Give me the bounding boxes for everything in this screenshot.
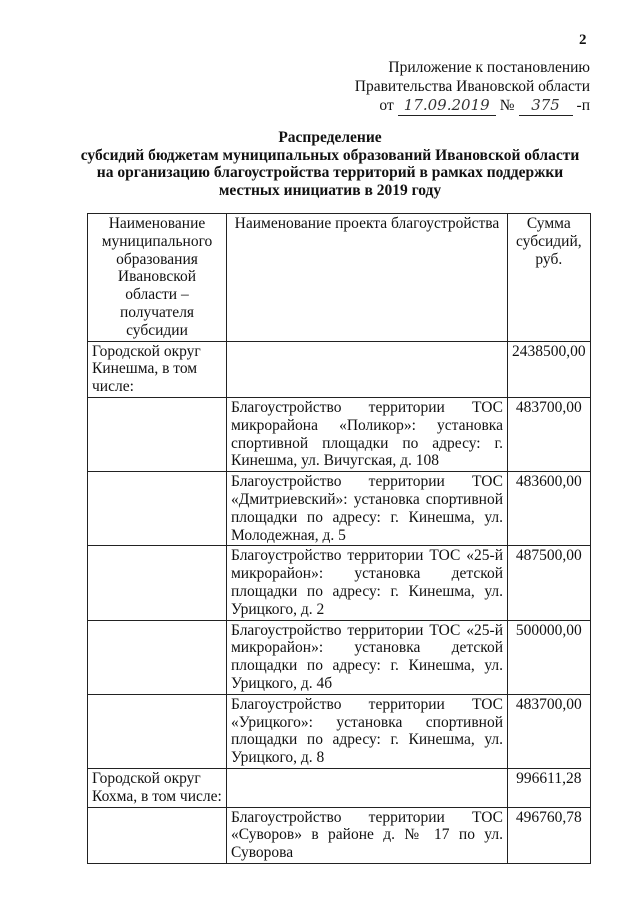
table-row — [88, 694, 591, 768]
cell-project: Благоустройство территории ТОС «25-й микрорайон»: установка детской площадки по адресу: г. Кинешма, ул. Урицкого, д. 2 — [227, 546, 508, 620]
appendix-date-line — [290, 96, 590, 116]
header-project: Наименование проекта благоустройства — [227, 214, 508, 342]
number-label: № — [499, 97, 515, 114]
cell-project: Благоустройство территории ТОС «25-й микрорайон»: установка детской площадки по адресу: г. Кинешма, ул. Урицкого, д. 4б — [227, 620, 508, 694]
table-row — [88, 397, 591, 471]
table-row — [88, 472, 591, 546]
header-municipality: Наименование муниципального образования Ивановской области – получателя субсидии — [88, 214, 227, 342]
cell-amount: 487500,00 — [508, 546, 591, 620]
number-suffix: -п — [576, 97, 590, 114]
date-prefix: от — [379, 97, 394, 114]
cell-municipality — [88, 397, 227, 471]
table-row — [88, 341, 591, 397]
cell-municipality — [88, 620, 227, 694]
cell-municipality — [88, 694, 227, 768]
cell-amount: 483700,00 — [508, 694, 591, 768]
cell-project — [227, 768, 508, 807]
title-line-2: субсидий бюджетам муниципальных образований Ивановской области — [80, 146, 580, 164]
cell-amount: 496760,78 — [508, 807, 591, 863]
cell-project — [227, 341, 508, 397]
cell-amount: 483700,00 — [508, 397, 591, 471]
handwritten-date: 17.09.2019 — [398, 96, 496, 116]
cell-project: Благоустройство территории ТОС «Дмитриевский»: установка спортивной площадки по адресу: г. Кинешма, ул. Молодежная, д. 5 — [227, 472, 508, 546]
title-line-1: Распределение — [278, 129, 382, 146]
table-row — [88, 768, 591, 807]
appendix-line-2: Правительства Ивановской области — [354, 78, 590, 95]
table-row — [88, 807, 591, 863]
table-header-row — [88, 214, 591, 342]
title-line-4: местных инициатив в 2019 году — [218, 181, 442, 199]
cell-project: Благоустройство территории ТОС микрорайона «Поликор»: установка спортивной площадки по адресу: г. Кинешма, ул. Вичугская, д. 108 — [227, 397, 508, 471]
header-amount: Сумма субсидий, руб. — [508, 214, 591, 342]
document-title — [80, 129, 580, 199]
subsidy-table — [87, 213, 591, 864]
cell-municipality: Городской округ Кохма, в том числе: — [88, 768, 227, 807]
cell-project: Благоустройство территории ТОС «Суворов» в районе д. № 17 по ул. Суворова — [227, 807, 508, 863]
cell-project: Благоустройство территории ТОС «Урицкого»: установка спортивной площадки по адресу: г. Кинешма, ул. Урицкого, д. 8 — [227, 694, 508, 768]
cell-municipality — [88, 807, 227, 863]
cell-municipality: Городской округ Кинешма, в том числе: — [88, 341, 227, 397]
cell-amount: 2438500,00 — [508, 341, 591, 397]
cell-amount: 500000,00 — [508, 620, 591, 694]
cell-municipality — [88, 472, 227, 546]
table-row — [88, 546, 591, 620]
table-row — [88, 620, 591, 694]
title-line-3: на организацию благоустройства территорий в рамках поддержки — [96, 164, 564, 182]
appendix-block — [290, 58, 590, 116]
cell-amount: 483600,00 — [508, 472, 591, 546]
appendix-line-1: Приложение к постановлению — [388, 59, 590, 76]
page-number: 2 — [579, 32, 587, 48]
cell-municipality — [88, 546, 227, 620]
cell-amount: 996611,28 — [508, 768, 591, 807]
handwritten-number: 375 — [519, 96, 573, 116]
